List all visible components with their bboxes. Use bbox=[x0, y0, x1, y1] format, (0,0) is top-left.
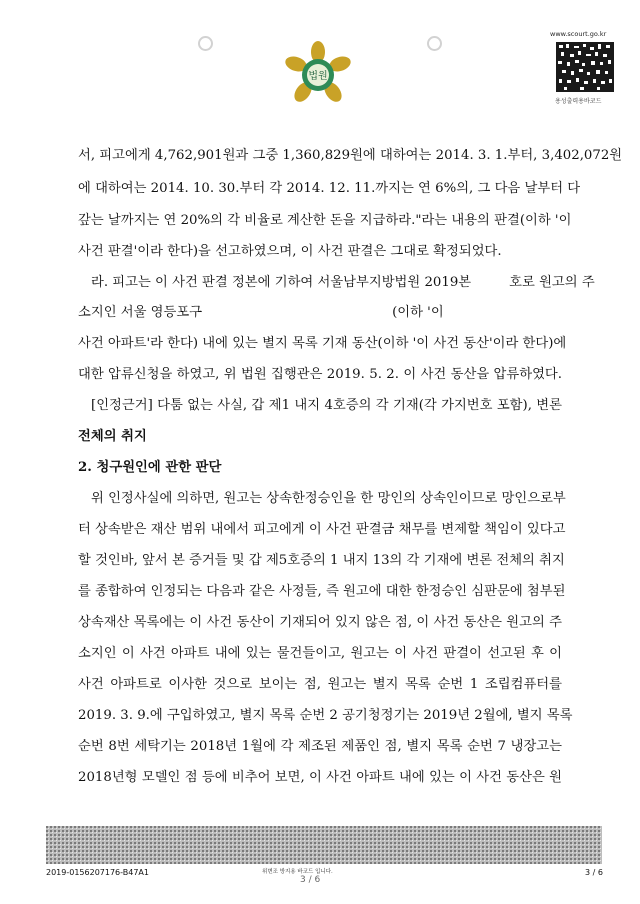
text-line: 할 것인바, 앞서 본 증거들 및 갑 제5호증의 1 내지 13의 각 기재에 변론 전체의 취지 bbox=[78, 553, 565, 568]
punch-hole-left bbox=[198, 36, 213, 51]
document-id: 2019-0156207176-B47A1 bbox=[46, 868, 149, 877]
court-url: www.scourt.go.kr bbox=[550, 30, 607, 38]
text-line: 를 종합하여 인정되는 다음과 같은 사정들, 즉 원고에 대한 한정승인 심판문에 첨부된 bbox=[78, 584, 566, 599]
barcode-label: 용성출력용바코드 bbox=[555, 98, 602, 105]
text-line: [인정근거] 다툼 없는 사실, 갑 제1 내지 4호증의 각 기재(각 가지번호 포함), 변론 bbox=[91, 398, 562, 413]
barcode-notice: 위변조 방지용 바코드 입니다. bbox=[262, 869, 333, 875]
text-line: 서, 피고에게 4,762,901원과 그중 1,360,829원에 대하여는 2014. 3. 1.부터, 3,402,072원 bbox=[78, 148, 623, 163]
text-line: 소지인 이 사건 아파트 내에 있는 물건들이고, 원고는 이 사건 판결이 선고된 후 이 bbox=[78, 646, 562, 661]
section-heading: 2. 청구원인에 관한 판단 bbox=[78, 460, 222, 475]
page-number-center: 3 / 6 bbox=[300, 875, 321, 885]
text-line: 라. 피고는 이 사건 판결 정본에 기하여 서울남부지방법원 2019본 호로 원고의 주 bbox=[91, 275, 595, 290]
punch-hole-right bbox=[427, 36, 442, 51]
text-line: 대한 압류신청을 하였고, 위 법원 집행관은 2019. 5. 2. 이 사건 동산을 압류하였다. bbox=[78, 367, 562, 382]
text-line: 상속재산 목록에는 이 사건 동산이 기재되어 있지 않은 점, 이 사건 동산은 원고의 주 bbox=[78, 615, 562, 630]
text-line: 2018년형 모델인 점 등에 비추어 보면, 이 사건 아파트 내에 있는 이 사건 동산은 원 bbox=[78, 770, 562, 785]
text-line: 위 인정사실에 의하면, 원고는 상속한정승인을 한 망인의 상속인이므로 망인으로부 bbox=[91, 491, 566, 506]
text-line: 사건 아파트로 이사한 것으로 보이는 점, 원고는 별지 목록 순번 1 조립컴퓨터를 bbox=[78, 677, 562, 692]
text-line: 갚는 날까지는 연 20%의 각 비율로 계산한 돈을 지급하라."라는 내용의 판결(이하 '이 bbox=[78, 213, 572, 228]
anti-forgery-barcode bbox=[46, 826, 602, 864]
text-line: 순번 8번 세탁기는 2018년 1월에 각 제조된 제품인 점, 별지 목록 순번 7 냉장고는 bbox=[78, 739, 562, 754]
text-line: 사건 아파트'라 한다) 내에 있는 별지 목록 기재 동산(이하 '이 사건 동산'이라 한다)에 bbox=[78, 336, 567, 351]
text-line: 소지인 서울 영등포구 (이하 '이 bbox=[78, 305, 444, 320]
verification-barcode bbox=[556, 42, 614, 92]
text-line: 사건 판결'이라 한다)을 선고하였으며, 이 사건 판결은 그대로 확정되었다. bbox=[78, 244, 502, 259]
text-line: 터 상속받은 재산 범위 내에서 피고에게 이 사건 판결금 채무를 변제할 책임이 있다고 bbox=[78, 522, 566, 537]
emblem-text: 법원 bbox=[308, 71, 328, 82]
page-number: 3 / 6 bbox=[585, 868, 603, 877]
court-emblem-icon bbox=[278, 40, 358, 110]
text-line: 에 대하여는 2014. 10. 30.부터 각 2014. 12. 11.까지는 연 6%의, 그 다음 날부터 다 bbox=[78, 181, 581, 196]
text-line: 2019. 3. 9.에 구입하였고, 별지 목록 순번 2 공기청정기는 2019년 2월에, 별지 목록 bbox=[78, 708, 573, 723]
text-line: 전체의 취지 bbox=[78, 429, 147, 444]
